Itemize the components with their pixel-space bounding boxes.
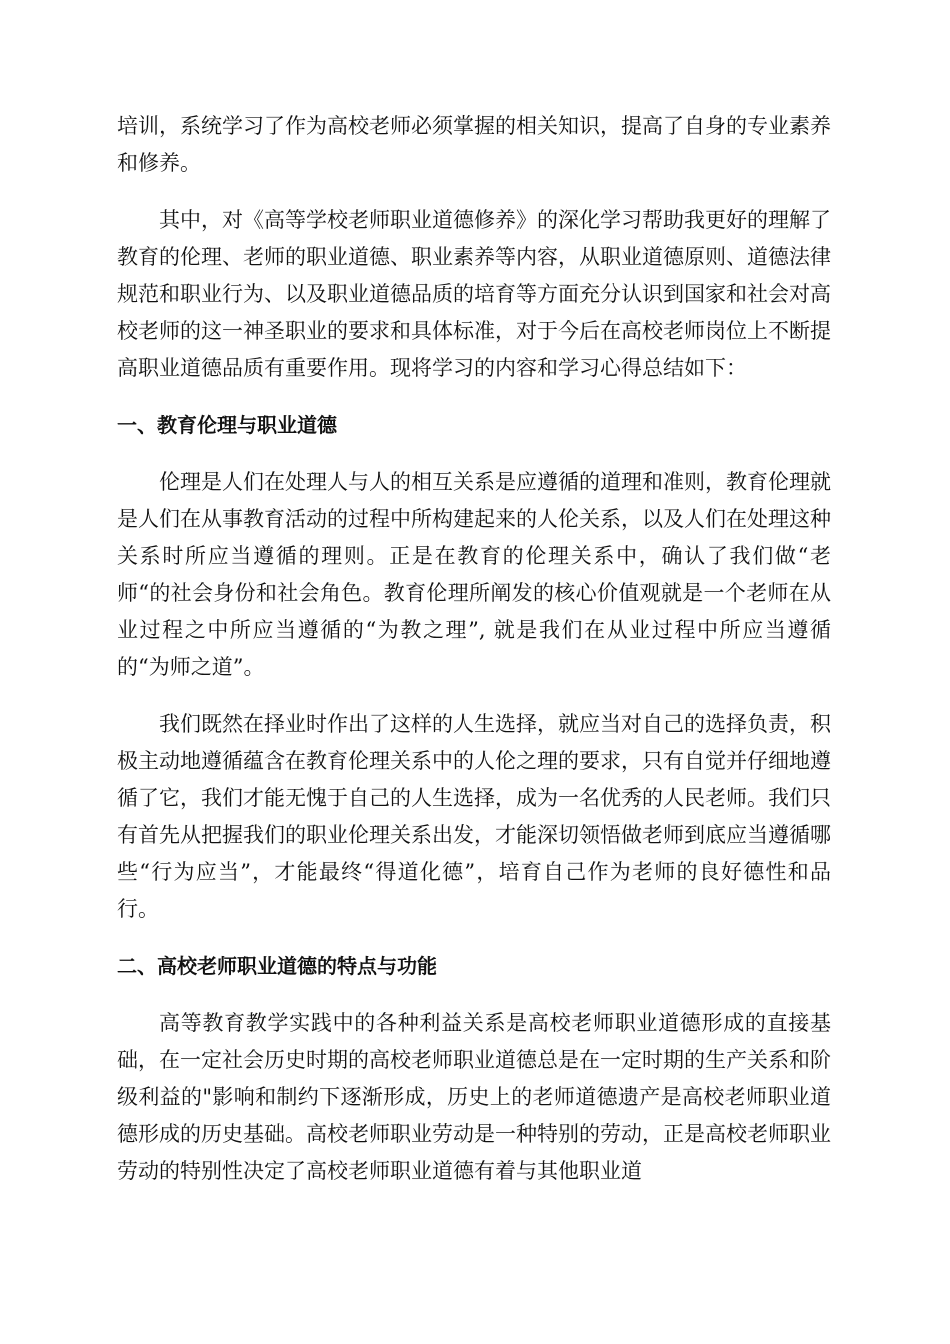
paragraph-training-summary: 培训，系统学习了作为高校老师必须掌握的相关知识，提高了自身的专业素养和修养。 <box>117 114 831 175</box>
document-page <box>117 108 831 1190</box>
paragraph-career-choice: 我们既然在择业时作出了这样的人生选择，就应当对自己的选择负责，积极主动地遵循蕴含在教育伦理关系中的人伦之理的要求，只有自觉并仔细地遵循了它，我们才能无愧于自己的人生选择，成为一名优秀的人民老师。我们只有首先从把握我们的职业伦理关系出发，才能深切领悟做老师到底应当遵循哪些“行为应当”，才能最终“得道化德”，培育自己作为老师的良好德性和品行。 <box>117 712 831 921</box>
paragraph-study-overview: 其中，对《高等学校老师职业道德修养》的深化学习帮助我更好的理解了教育的伦理、老师的职业道德、职业素养等内容，从职业道德原则、道德法律规范和职业行为、以及职业道德品质的培育等方面充分认识到国家和社会对高校老师的这一神圣职业的要求和具体标准，对于今后在高校老师岗位上不断提高职业道德品质有重要作用。现将学习的内容和学习心得总结如下： <box>117 208 831 380</box>
section-heading-characteristics: 二、高校老师职业道德的特点与功能 <box>117 954 437 978</box>
paragraph-characteristics: 高等教育教学实践中的各种利益关系是高校老师职业道德形成的直接基础，在一定社会历史时期的高校老师职业道德总是在一定时期的生产关系和阶级利益的"影响和制约下逐渐形成，历史上的老师道德遗产是高校老师职业道德形成的历史基础。高校老师职业劳动是一种特别的劳动，正是高校老师职业劳动的特别性决定了高校老师职业道德有着与其他职业道 <box>117 1011 831 1183</box>
paragraph-ethics-definition: 伦理是人们在处理人与人的相互关系是应遵循的道理和准则，教育伦理就是人们在从事教育活动的过程中所构建起来的人伦关系，以及人们在处理这种关系时所应当遵循的理则。正是在教育的伦理关系中，确认了我们做“老师“的社会身份和社会角色。教育伦理所阐发的核心价值观就是一个老师在从业过程之中所应当遵循的“为教之理”, 就是我们在从业过程中所应当遵循的“为师之道”。 <box>117 470 831 679</box>
section-heading-ethics: 一、教育伦理与职业道德 <box>117 413 337 437</box>
